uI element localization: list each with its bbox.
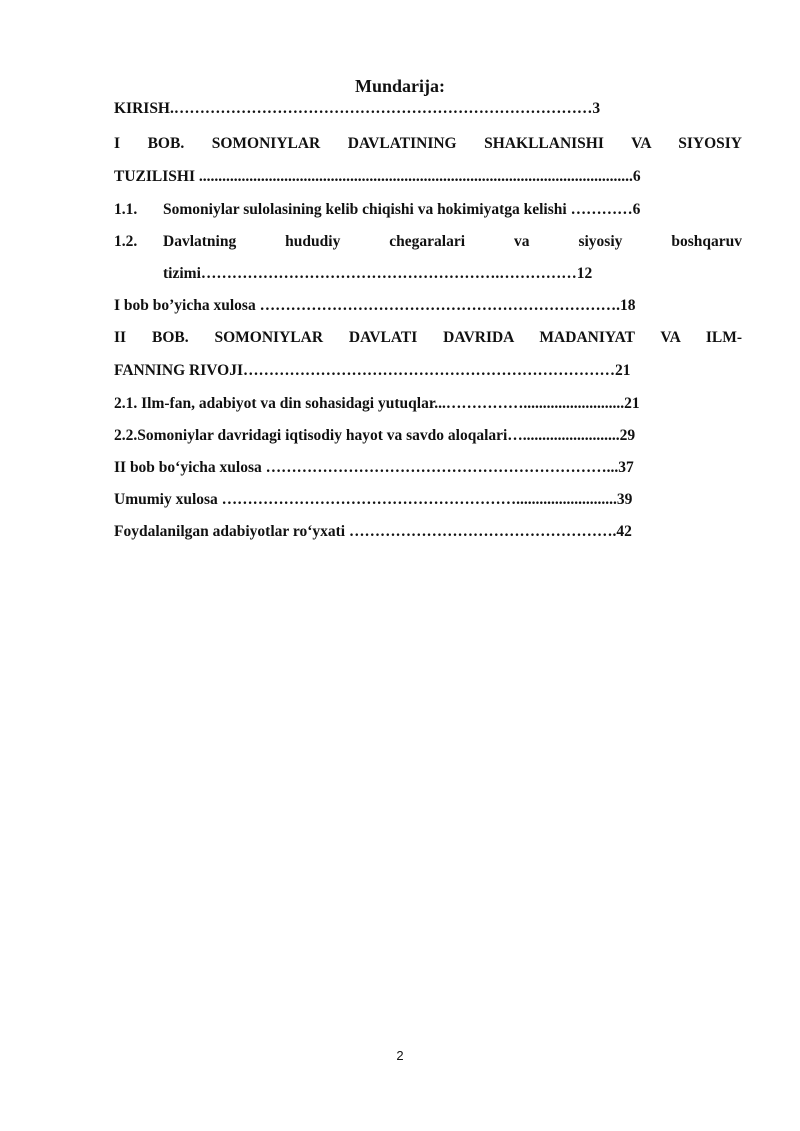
- toc-item-bob1-xulosa: I bob bo’yicha xulosa …………………………………………………………….18: [114, 297, 636, 314]
- page-number: 2: [396, 1048, 404, 1063]
- toc-item-bob2-xulosa: II bob bo‘yicha xulosa …………………………………………………………...37: [114, 459, 634, 476]
- toc-item-number: 1.1.: [114, 201, 138, 218]
- toc-item-1-2: [114, 232, 742, 254]
- toc-item-bob2-title-cont: FANNING RIVOJI………………………………………………………………21: [114, 362, 631, 379]
- toc-item-2-1: 2.1. Ilm-fan, adabiyot va din sohasidagi yutuqlar...……………..........................21: [114, 395, 640, 412]
- toc-item-bob2-title: II BOB. SOMONIYLAR DAVLATI DAVRIDA MADANIYAT VA ILM-: [114, 329, 742, 346]
- toc-item-bob1-title: I BOB. SOMONIYLAR DAVLATINING SHAKLLANISHI VA SIYOSIY: [114, 135, 742, 152]
- toc-item-1-2-cont: tizimi………………………………………………….……………12: [163, 265, 593, 282]
- toc-item-2-2: 2.2.Somoniylar davridagi iqtisodiy hayot va savdo aloqalari….........................29: [114, 427, 636, 444]
- toc-item-1-1: [114, 200, 742, 222]
- toc-item-number: 1.2.: [114, 233, 138, 250]
- toc-item-kirish: KIRISH.………………………………………………………………………3: [114, 100, 601, 117]
- toc-item-bob1-title-cont: TUZILISHI ................................................................................................................6: [114, 168, 641, 185]
- toc-item-text: Somoniylar sulolasining kelib chiqishi va hokimiyatga kelishi …………6: [163, 201, 641, 218]
- toc-item-adabiyotlar: Foydalanilgan adabiyotlar ro‘yxati …………………………………………….42: [114, 523, 632, 540]
- toc-item-umumiy-xulosa: Umumiy xulosa …………………………………………………..........................39: [114, 491, 633, 508]
- toc-item-text: Davlatning hududiy chegaralari va siyosiy boshqaruv: [163, 233, 742, 250]
- page-title: Mundarija:: [355, 76, 445, 96]
